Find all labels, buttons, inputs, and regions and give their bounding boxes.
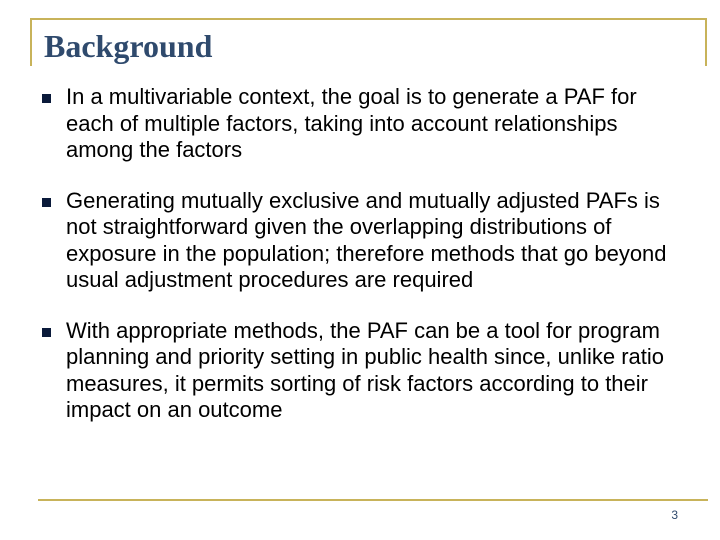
title-frame-top-border bbox=[30, 18, 707, 20]
bullet-item bbox=[40, 188, 690, 294]
title-frame-left-border bbox=[30, 18, 32, 66]
slide-title: Background bbox=[44, 28, 213, 64]
square-bullet-icon bbox=[42, 198, 51, 207]
bullet-list bbox=[40, 84, 690, 448]
square-bullet-icon bbox=[42, 328, 51, 337]
bullet-text: In a multivariable context, the goal is to generate a PAF for each of multiple factors, taking into account relationships among the factors bbox=[66, 84, 637, 162]
bullet-text: Generating mutually exclusive and mutually adjusted PAFs is not straightforward given the overlapping distributions of exposure in the population; therefore methods that go beyond usual adjustment procedures are required bbox=[66, 187, 667, 292]
bullet-text: With appropriate methods, the PAF can be a tool for program planning and priority setting in public health since, unlike ratio measures, it permits sorting of risk factors according to their impact on an outcome bbox=[66, 317, 665, 422]
title-frame-right-border bbox=[705, 18, 707, 66]
bullet-item bbox=[40, 318, 690, 424]
square-bullet-icon bbox=[42, 94, 51, 103]
bullet-item bbox=[40, 84, 690, 164]
page-number: 3 bbox=[671, 508, 678, 522]
footer-divider bbox=[38, 499, 708, 501]
